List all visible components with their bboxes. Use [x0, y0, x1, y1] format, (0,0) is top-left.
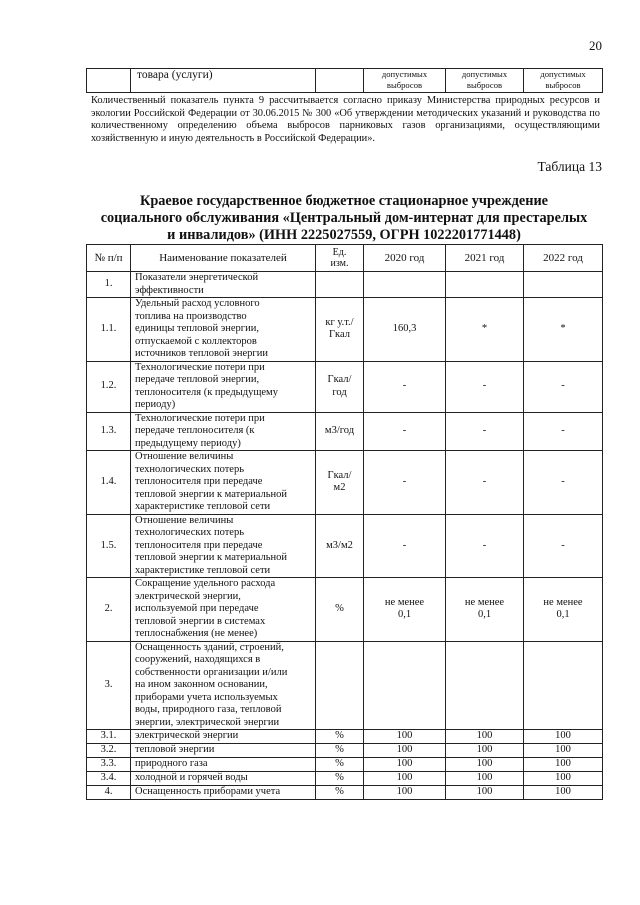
table-cell-v2021 [446, 412, 524, 451]
cell-text-line: % [335, 772, 344, 784]
table-cell-number: 3.2. [87, 744, 131, 758]
table-cell-unit [316, 772, 364, 786]
table-heading [86, 193, 602, 244]
table-row [87, 578, 603, 642]
table-label: Таблица 13 [537, 159, 602, 174]
table-cell-v2020 [364, 641, 446, 730]
cell-text-line: 160,3 [392, 323, 417, 334]
table-row [87, 361, 603, 412]
cell-text-line: технологических потерь [135, 527, 244, 538]
table-cell-v2021 [446, 772, 524, 786]
table-cell-number: 1.2. [87, 361, 131, 412]
footnote-paragraph: Количественный показатель пункта 9 рассчитывается согласно приказу Министерства природных ресурсов и экологии Российской Федерации от 30.06.2015 № 300 «Об утверждении методических указаний и руководства по количественному определению объема выбросов парниковых газов организациями, осуществляющими хозяйственную и иную деятельность в Российской Федерации». [91, 95, 600, 144]
cell-text-line: единицы тепловой энергии, [135, 323, 259, 334]
table-cell-number: 1.5. [87, 514, 131, 578]
cell-text-line: 0,1 [397, 609, 412, 621]
table-cell-value [364, 69, 446, 93]
header-cell-2022: 2022 год [524, 245, 603, 272]
table-row [87, 451, 603, 515]
cell-text-line: допустимых [461, 69, 508, 79]
cell-text-line: не менее [464, 596, 505, 608]
cell-text-line: теплоснабжения (не менее) [135, 628, 258, 639]
cell-text-line: * [481, 323, 488, 334]
table-cell-number: 1.4. [87, 451, 131, 515]
cell-text-line: выбросов [386, 80, 423, 90]
cell-text-line: Гкал/ [327, 469, 352, 481]
cell-text-line: используемой при передаче [135, 603, 259, 614]
cell-text-line: м3/м2 [326, 539, 353, 551]
cell-text-line: теплоносителя (к предыдущему [135, 386, 278, 398]
cell-text-line: теплоносителя при передаче [135, 539, 263, 551]
table-cell-v2020 [364, 298, 446, 362]
cell-text-line: Гкал [328, 329, 350, 341]
cell-text-line: % [335, 730, 344, 742]
cell-text-line: тепловой энергии к материальной [135, 488, 288, 500]
cell-text-line: 100 [396, 772, 413, 784]
cell-text-line: 100 [476, 730, 493, 742]
cell-text-line: % [335, 786, 344, 798]
table-row [87, 514, 603, 578]
table-cell-v2022 [524, 578, 603, 642]
cell-text-line: - [482, 539, 487, 551]
cell-text-line: 100 [396, 730, 413, 742]
cell-text-line: тепловой энергии [135, 744, 215, 756]
cell-text-line: природного газа [135, 758, 208, 770]
table-cell-number: 4. [87, 786, 131, 800]
table-cell-name [131, 758, 316, 772]
table-cell-unit [316, 412, 364, 451]
table-cell-v2021 [446, 578, 524, 642]
table-cell-unit [316, 786, 364, 800]
cell-text-line: Оснащенность приборами учета [135, 786, 281, 798]
cell-text-line: - [402, 425, 407, 436]
cell-text-line: тепловой энергии в системах [135, 615, 266, 627]
cell-text-line: выбросов [466, 80, 503, 90]
cell-text-line: изм. [330, 258, 349, 269]
table-cell-number: 3.1. [87, 730, 131, 744]
table-cell-name [131, 641, 316, 730]
cell-text-line: передаче теплоносителя (к [135, 425, 255, 436]
table-cell-unit [316, 578, 364, 642]
table-cell-v2021 [446, 298, 524, 362]
table-row [87, 69, 603, 93]
table-cell-unit [316, 758, 364, 772]
cell-text-line: Технологические потери при [135, 412, 265, 424]
cell-text-line: характеристике тепловой сети [135, 564, 271, 576]
table-cell-v2022 [524, 451, 603, 515]
table-cell-number: 2. [87, 578, 131, 642]
energy-indicators-table [86, 244, 603, 800]
cell-text-line: периоду) [135, 399, 176, 410]
cell-text-line: - [402, 476, 407, 487]
table-cell-v2021 [446, 744, 524, 758]
cell-text-line: 100 [555, 772, 571, 784]
heading-line: Краевое государственное бюджетное стационарное учреждение [139, 193, 549, 209]
cell-text-line: Гкал/ [327, 374, 352, 385]
cell-text-line: 100 [476, 772, 493, 784]
table-cell-v2022 [524, 272, 603, 298]
table-row [87, 744, 603, 758]
cell-text-line: Ед. [332, 247, 347, 258]
cell-text-line: эффективности [135, 284, 204, 296]
table-cell-name [131, 744, 316, 758]
cell-text-line: Отношение величины [135, 451, 234, 462]
table-cell-v2020 [364, 744, 446, 758]
cell-text-line: Удельный расход условного [135, 298, 260, 309]
cell-text-line: - [482, 425, 487, 436]
cell-text-line: тепловой энергии к материальной [135, 552, 288, 563]
cell-text-line: Технологические потери при [135, 361, 265, 373]
table-row [87, 641, 603, 730]
cell-text-line: сооружений, находящихся в [135, 654, 261, 665]
cell-text-line: Оснащенность зданий, строений, [135, 641, 284, 653]
table-cell-v2020 [364, 272, 446, 298]
cell-text-line: приборами учета используемых [135, 691, 278, 703]
cell-text-line: предыдущему периоду) [135, 437, 241, 449]
table-cell-v2020 [364, 361, 446, 412]
table-cell-v2022 [524, 730, 603, 744]
table-row [87, 730, 603, 744]
heading-line: и инвалидов» (ИНН 2225027559, ОГРН 1022201771448) [167, 227, 521, 243]
cell-text-line: - [482, 476, 487, 487]
cell-text-line: холодной и горячей воды [135, 772, 248, 784]
table-cell-name [131, 730, 316, 744]
table-cell-v2022 [524, 298, 603, 362]
table-cell-unit [316, 451, 364, 515]
table-cell-v2021 [446, 514, 524, 578]
table-header-row [87, 245, 603, 272]
cell-text-line: на ином законном основании, [135, 679, 268, 690]
heading-line: социального обслуживания «Центральный дом-интернат для престарелых [100, 210, 588, 226]
cell-text-line: % [335, 744, 344, 756]
table-cell-name [131, 361, 316, 412]
table-cell-v2022 [524, 744, 603, 758]
table-cell-unit [316, 69, 364, 93]
cell-text-line: - [561, 425, 565, 436]
table-cell-v2021 [446, 451, 524, 515]
cell-text-line: Отношение величины [135, 514, 234, 526]
table-cell-number [87, 69, 131, 93]
cell-text-line: - [482, 380, 487, 392]
table-cell-v2021 [446, 361, 524, 412]
table-cell-v2020 [364, 451, 446, 515]
cell-text-line: электрической энергии [135, 730, 239, 742]
cell-text-line: собственности организации и/или [135, 666, 288, 678]
cell-text-line: год [332, 386, 347, 398]
cell-text-line: 0,1 [556, 609, 570, 621]
table-cell-number: 3. [87, 641, 131, 730]
table-cell-v2020 [364, 786, 446, 800]
table-cell-unit [316, 298, 364, 362]
table-cell-number: 3.3. [87, 758, 131, 772]
table-cell-name [131, 451, 316, 515]
cell-text-line: передаче тепловой энергии, [135, 374, 260, 385]
cell-text-line: выбросов [545, 80, 581, 90]
cell-text-line: энергии, электрической энергии [135, 716, 280, 728]
cell-text-line: - [402, 539, 407, 551]
table-cell-name [131, 578, 316, 642]
table-cell-number: 1.1. [87, 298, 131, 362]
table-cell-v2020 [364, 730, 446, 744]
table-cell-unit [316, 272, 364, 298]
cell-text-line: технологических потерь [135, 463, 244, 475]
table-cell-v2020 [364, 578, 446, 642]
cell-text-line: 100 [476, 758, 493, 770]
table-cell-v2021 [446, 641, 524, 730]
page-number: 20 [589, 38, 602, 53]
cell-text-line: 100 [396, 744, 413, 756]
cell-text-line: Сокращение удельного расхода [135, 578, 276, 589]
table-row [87, 412, 603, 451]
cell-text-line: - [561, 476, 565, 487]
table-cell-v2022 [524, 786, 603, 800]
cell-text-line: % [335, 603, 344, 614]
table-cell-number: 1. [87, 272, 131, 298]
table-cell-name [131, 272, 316, 298]
cell-text-line: не менее [543, 596, 583, 608]
cell-text-line: Показатели энергетической [135, 272, 259, 283]
header-cell-unit [316, 245, 364, 272]
cell-text-line: источников тепловой энергии [135, 348, 268, 359]
cell-text-line: 100 [476, 744, 493, 756]
table-row [87, 298, 603, 362]
cell-text-line: 100 [555, 758, 571, 770]
cell-text-line: 100 [555, 730, 571, 742]
table-cell-unit [316, 361, 364, 412]
cell-text-line: - [561, 539, 565, 551]
cell-text-line: кг у.т./ [325, 316, 354, 328]
table-cell-v2022 [524, 514, 603, 578]
table-cell-unit [316, 641, 364, 730]
cell-text-line: теплоносителя при передаче [135, 476, 263, 487]
cell-text-line: % [335, 758, 344, 770]
header-cell-2021: 2021 год [446, 245, 524, 272]
table-cell-name [131, 412, 316, 451]
table-cell-v2021 [446, 730, 524, 744]
cell-text-line: не менее [384, 596, 425, 608]
header-cell-number: № п/п [87, 245, 131, 272]
cell-text-line: м3/год [324, 425, 355, 436]
cell-text-line: м2 [333, 482, 346, 494]
cell-text-line: 100 [555, 744, 571, 756]
cell-text-line: допустимых [540, 69, 586, 79]
cell-text-line: топлива на производство [135, 310, 247, 322]
cell-text-line: 100 [396, 758, 413, 770]
table-cell-number: 1.3. [87, 412, 131, 451]
table-cell-v2020 [364, 514, 446, 578]
cell-text-line: - [402, 380, 407, 392]
table-cell-name [131, 786, 316, 800]
table-cell-v2022 [524, 758, 603, 772]
table-cell-v2022 [524, 772, 603, 786]
table-row [87, 786, 603, 800]
cell-text-line: отпускаемой с коллекторов [135, 335, 257, 347]
cell-text-line: 100 [396, 786, 413, 798]
table-cell-name: товара (услуги) [131, 69, 316, 93]
table-cell-unit [316, 744, 364, 758]
table-cell-unit [316, 514, 364, 578]
header-cell-2020: 2020 год [364, 245, 446, 272]
cell-text-line: воды, природного газа, тепловой [135, 704, 282, 715]
table-cell-number: 3.4. [87, 772, 131, 786]
cell-text-line: * [560, 323, 566, 334]
cell-text-line: 100 [555, 786, 571, 798]
table-cell-v2021 [446, 786, 524, 800]
table-row [87, 758, 603, 772]
table-row [87, 772, 603, 786]
cell-text-line: - [561, 380, 565, 392]
previous-table-fragment [86, 68, 603, 93]
cell-text-line: характеристике тепловой сети [135, 501, 271, 512]
cell-text-line: допустимых [381, 69, 428, 79]
table-cell-v2020 [364, 758, 446, 772]
table-row [87, 272, 603, 298]
table-cell-v2020 [364, 772, 446, 786]
table-cell-value [446, 69, 524, 93]
table-cell-name [131, 298, 316, 362]
cell-text-line: 100 [476, 786, 493, 798]
table-cell-v2022 [524, 361, 603, 412]
cell-text-line: 0,1 [477, 609, 492, 621]
table-cell-unit [316, 730, 364, 744]
table-cell-v2021 [446, 272, 524, 298]
table-cell-name [131, 514, 316, 578]
header-cell-name: Наименование показателей [131, 245, 316, 272]
table-cell-value [524, 69, 603, 93]
table-cell-v2021 [446, 758, 524, 772]
cell-text-line: электрической энергии, [135, 590, 241, 602]
table-cell-name [131, 772, 316, 786]
table-cell-v2022 [524, 412, 603, 451]
table-cell-v2022 [524, 641, 603, 730]
table-cell-v2020 [364, 412, 446, 451]
